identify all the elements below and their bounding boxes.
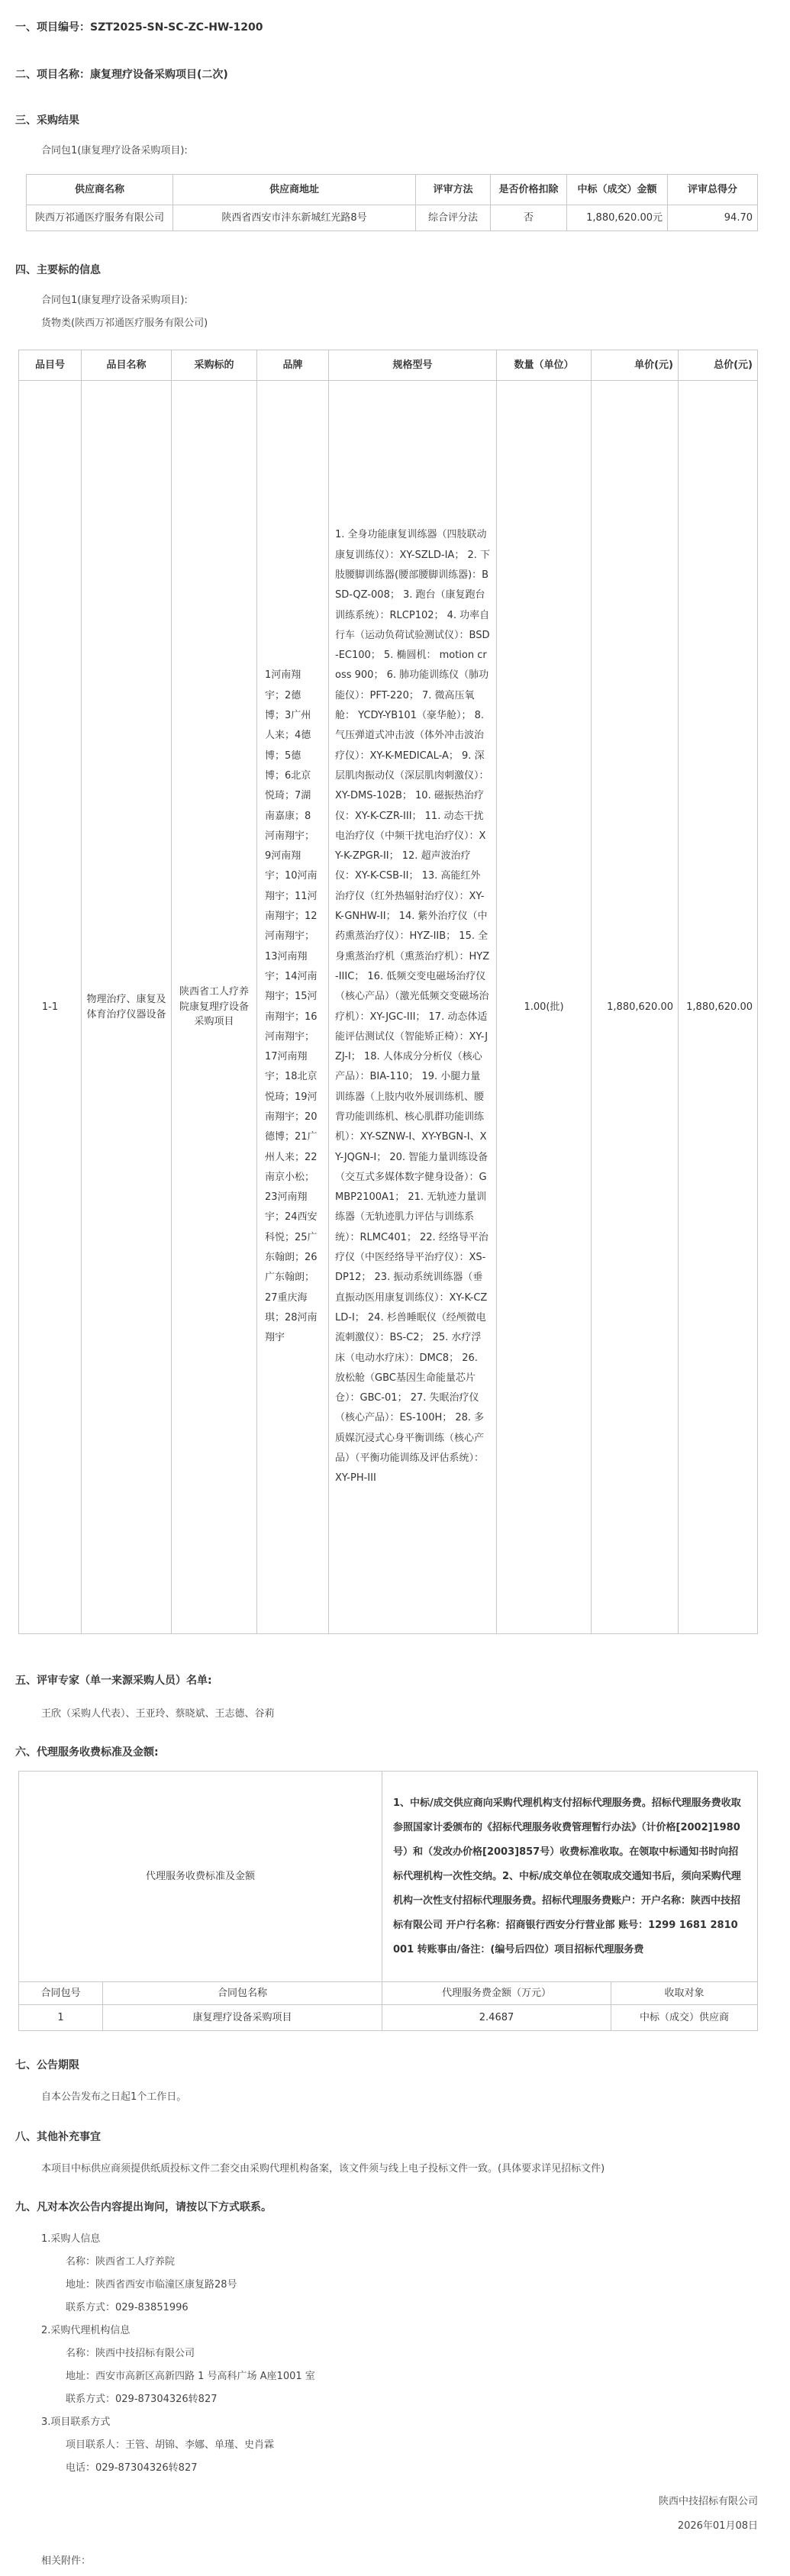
- fee-package-no: 1: [19, 2005, 103, 2031]
- procurement-result-table: [26, 174, 758, 231]
- project-number: [15, 20, 263, 36]
- section-8-title: 八、其他补充事宜: [15, 2131, 101, 2143]
- fee-standard-row: [19, 1772, 758, 1982]
- result-supplier: 陕西万祁通医疗服务有限公司: [27, 205, 173, 231]
- result-header-address: 供应商地址: [173, 175, 416, 205]
- section-4-package: 合同包1(康复理疗设备采购项目):: [41, 295, 188, 306]
- fee-header-amount: 代理服务费金额（万元）: [382, 1982, 611, 2005]
- items-row: [19, 381, 758, 1634]
- project-name: [15, 67, 228, 83]
- items-qty: 1.00(批): [497, 381, 592, 1634]
- items-header-unit-price: 单价(元): [592, 350, 679, 381]
- items-header-row: [19, 350, 758, 381]
- result-header-amount: 中标（成交）金额: [567, 175, 668, 205]
- result-price-deduction: 否: [491, 205, 567, 231]
- buyer-phone: 联系方式：029-83851996: [66, 2302, 189, 2313]
- section-7-title: 七、公告期限: [15, 2059, 79, 2071]
- fee-standard-label: 代理服务收费标准及金额: [19, 1772, 382, 1982]
- result-header-method: 评审方法: [416, 175, 491, 205]
- section-9-title: 九、凡对本次公告内容提出询问，请按以下方式联系。: [15, 2201, 272, 2213]
- section-4-title: 四、主要标的信息: [15, 264, 101, 276]
- other-notes: 本项目中标供应商须提供纸质投标文件二套交由采购代理机构备案，该文件须与线上电子投标文件一致。(具体要求详见招标文件): [41, 2163, 605, 2175]
- items-no: 1-1: [19, 381, 82, 1634]
- items-name: 物理治疗、康复及体育治疗仪器设备: [82, 381, 172, 1634]
- fee-amount: 2.4687: [382, 2005, 611, 2031]
- fee-payer: 中标（成交）供应商: [611, 2005, 758, 2031]
- result-amount: 1,880,620.00元: [567, 205, 668, 231]
- footer-org: 陕西中技招标有限公司: [658, 2496, 758, 2507]
- buyer-address: 地址：陕西省西安市临潼区康复路28号: [66, 2279, 237, 2291]
- result-address: 陕西省西安市沣东新城红光路8号: [173, 205, 416, 231]
- contact-phone: 电话：029-87304326转827: [66, 2462, 198, 2474]
- result-header-supplier: 供应商名称: [27, 175, 173, 205]
- section-3-title: 三、采购结果: [15, 114, 79, 127]
- main-items-table: [18, 350, 758, 1634]
- expert-names: 王欣（采购人代表）、王亚玲、蔡晓斌、王志德、谷莉: [41, 1708, 275, 1720]
- agent-address: 地址：西安市高新区高新四路 1 号高科广场 A座1001 室: [66, 2371, 315, 2382]
- attachments-label: 相关附件：: [41, 2555, 92, 2567]
- result-score: 94.70: [668, 205, 758, 231]
- buyer-title: 1.采购人信息: [41, 2233, 101, 2245]
- agent-phone: 联系方式：029-87304326转827: [66, 2394, 218, 2405]
- footer-date: 2026年01月08日: [677, 2520, 758, 2532]
- contact-title: 3.项目联系方式: [41, 2416, 111, 2428]
- result-header-row: [27, 175, 758, 205]
- items-header-total: 总价(元): [679, 350, 758, 381]
- fee-header-payer: 收取对象: [611, 1982, 758, 2005]
- project-number-label: 一、项目编号：: [15, 21, 90, 34]
- buyer-name: 名称：陕西省工人疗养院: [66, 2256, 176, 2268]
- items-spec: 1. 全身功能康复训练器（四肢联动康复训练仪）：XY-SZLD-IA； 2. 下肢腰脚训练器(腰部腰脚训练器)：BSD-QZ-008； 3. 跑台（康复跑台训练系统）：RLCP102； 4. 功率自行车（运动负荷试验测试仪）：BSD-EC100； 5. 椭圆机： motion cross 900； 6. 肺功能训练仪（肺功能仪）：PFT-220； 7. 微高压氧舱： YCDY-YB101（豪华舱）； 8. 气压弹道式冲击波（体外冲击波治疗仪）：XY-K-MEDICAL-A； 9. 深层肌肉振动仪（深层肌肉刺激仪）：XY-DMS-102B； 10. 磁振热治疗仪：XY-K-CZR-III； 11. 动态干扰电治疗仪（中频干扰电治疗仪）：XY-K-ZPGR-II； 12. 超声波治疗仪：XY-K-CSB-II； 13. 高能红外治疗仪（红外热辐射治疗仪）：XY-K-GNHW-II； 14. 紫外治疗仪（中药熏蒸治疗仪）：HYZ-IIB； 15. 全身熏蒸治疗机（熏蒸治疗机）：HYZ-IIIC； 16. 低频交变电磁场治疗仪（核心产品）（激光低频交变磁场治疗机）：XY-JGC-III； 17. 动态体适能评估测试仪（智能矫正椅）：XY-JZJ-I； 18. 人体成分分析仪（核心产品）：BIA-110； 19. 小腿力量训练器（上肢内收外展训练机、腰背功能训练机、核心肌群功能训练机）：XY-SZNW-I、XY-YBGN-I、XY-JQGN-I； 20. 智能力量训练设备（交互式多媒体数字健身设备）：GMBP2100A1； 21. 无轨迹力量训练器（无轨迹肌力评估与训练系统）：RLMC401； 22. 经络导平治疗仪（中医经络导平治疗仪）：XS-DP12； 23. 振动系统训练器（垂直振动医用康复训练仪）：XY-K-CZLD-I； 24. 杉兽睡眠仪（经颅微电流刺激仪）：BS-C2； 25. 水疗浮床（电动水疗床）：DMC8； 26. 放松舱（GBC基因生命能量芯片仓）：GBC-01； 27. 失眠治疗仪（核心产品）：ES-100H； 28. 多质媒沉浸式心身平衡训练（核心产品）（平衡功能训练及评估系统）：XY-PH-III: [329, 381, 497, 1634]
- items-unit-price: 1,880,620.00: [592, 381, 679, 1634]
- contact-people: 项目联系人：王管、胡锦、李娜、单瑾、史肖霖: [66, 2439, 275, 2451]
- agent-title: 2.采购代理机构信息: [41, 2325, 131, 2336]
- agency-fee-table: [18, 1771, 758, 2031]
- result-header-price-deduction: 是否价格扣除: [491, 175, 567, 205]
- items-target: 陕西省工人疗养院康复理疗设备采购项目: [172, 381, 257, 1634]
- items-header-no: 品目号: [19, 350, 82, 381]
- project-number-value: SZT2025-SN-SC-ZC-HW-1200: [90, 21, 263, 34]
- items-header-qty: 数量（单位）: [497, 350, 592, 381]
- section-6-title: 六、代理服务收费标准及金额:: [15, 1746, 159, 1759]
- section-4-goods: 货物类(陕西万祁通医疗服务有限公司): [41, 318, 208, 329]
- fee-row: [19, 2005, 758, 2031]
- items-header-brand: 品牌: [257, 350, 329, 381]
- items-brand: 1河南翔宇；2德博；3广州人来；4德博；5德博；6北京悦琦；7湖南嘉康；8河南翔宇；9河南翔宇；10河南翔宇；11河南翔宇；12河南翔宇；13河南翔宇；14河南翔宇；15河南翔宇；16河南翔宇；17河南翔宇；18北京悦琦；19河南翔宇；20德博；21广州人来；22南京小松；23河南翔宇；24西安科悦；25广东翰朗；26广东翰朗；27重庆海琪；28河南翔宇: [257, 381, 329, 1634]
- items-header-target: 采购标的: [172, 350, 257, 381]
- section-5-title: 五、评审专家（单一来源采购人员）名单:: [15, 1675, 212, 1687]
- agent-name: 名称：陕西中技招标有限公司: [66, 2348, 195, 2359]
- fee-header-package-no: 合同包号: [19, 1982, 103, 2005]
- announcement-period: 自本公告发布之日起1个工作日。: [41, 2091, 187, 2103]
- fee-header-row: [19, 1982, 758, 2005]
- items-header-spec: 规格型号: [329, 350, 497, 381]
- result-header-score: 评审总得分: [668, 175, 758, 205]
- result-row: [27, 205, 758, 231]
- fee-standard-desc: 1、中标/成交供应商向采购代理机构支付招标代理服务费。招标代理服务费收取参照国家计委颁布的《招标代理服务收费管理暂行办法》（计价格[2002]1980号）和（发改办价格[2003]857号）收费标准收取。在领取中标通知书时向招标代理机构一次性交纳。2、中标/成交单位在领取成交通知书后，须向采购代理机构一次性支付招标代理服务费。招标代理服务费账户：开户名称：陕西中技招标有限公司 开户行名称：招商银行西安分行营业部 账号：1299 1681 2810 001 转账事由/备注：(编号后四位）项目招标代理服务费: [382, 1772, 758, 1982]
- project-name-value: 康复理疗设备采购项目(二次): [90, 69, 228, 81]
- items-total: 1,880,620.00: [679, 381, 758, 1634]
- section-3-package: 合同包1(康复理疗设备采购项目):: [41, 145, 188, 156]
- project-name-label: 二、项目名称：: [15, 69, 90, 81]
- result-method: 综合评分法: [416, 205, 491, 231]
- fee-package-name: 康复理疗设备采购项目: [103, 2005, 382, 2031]
- fee-header-package-name: 合同包名称: [103, 1982, 382, 2005]
- items-header-name: 品目名称: [82, 350, 172, 381]
